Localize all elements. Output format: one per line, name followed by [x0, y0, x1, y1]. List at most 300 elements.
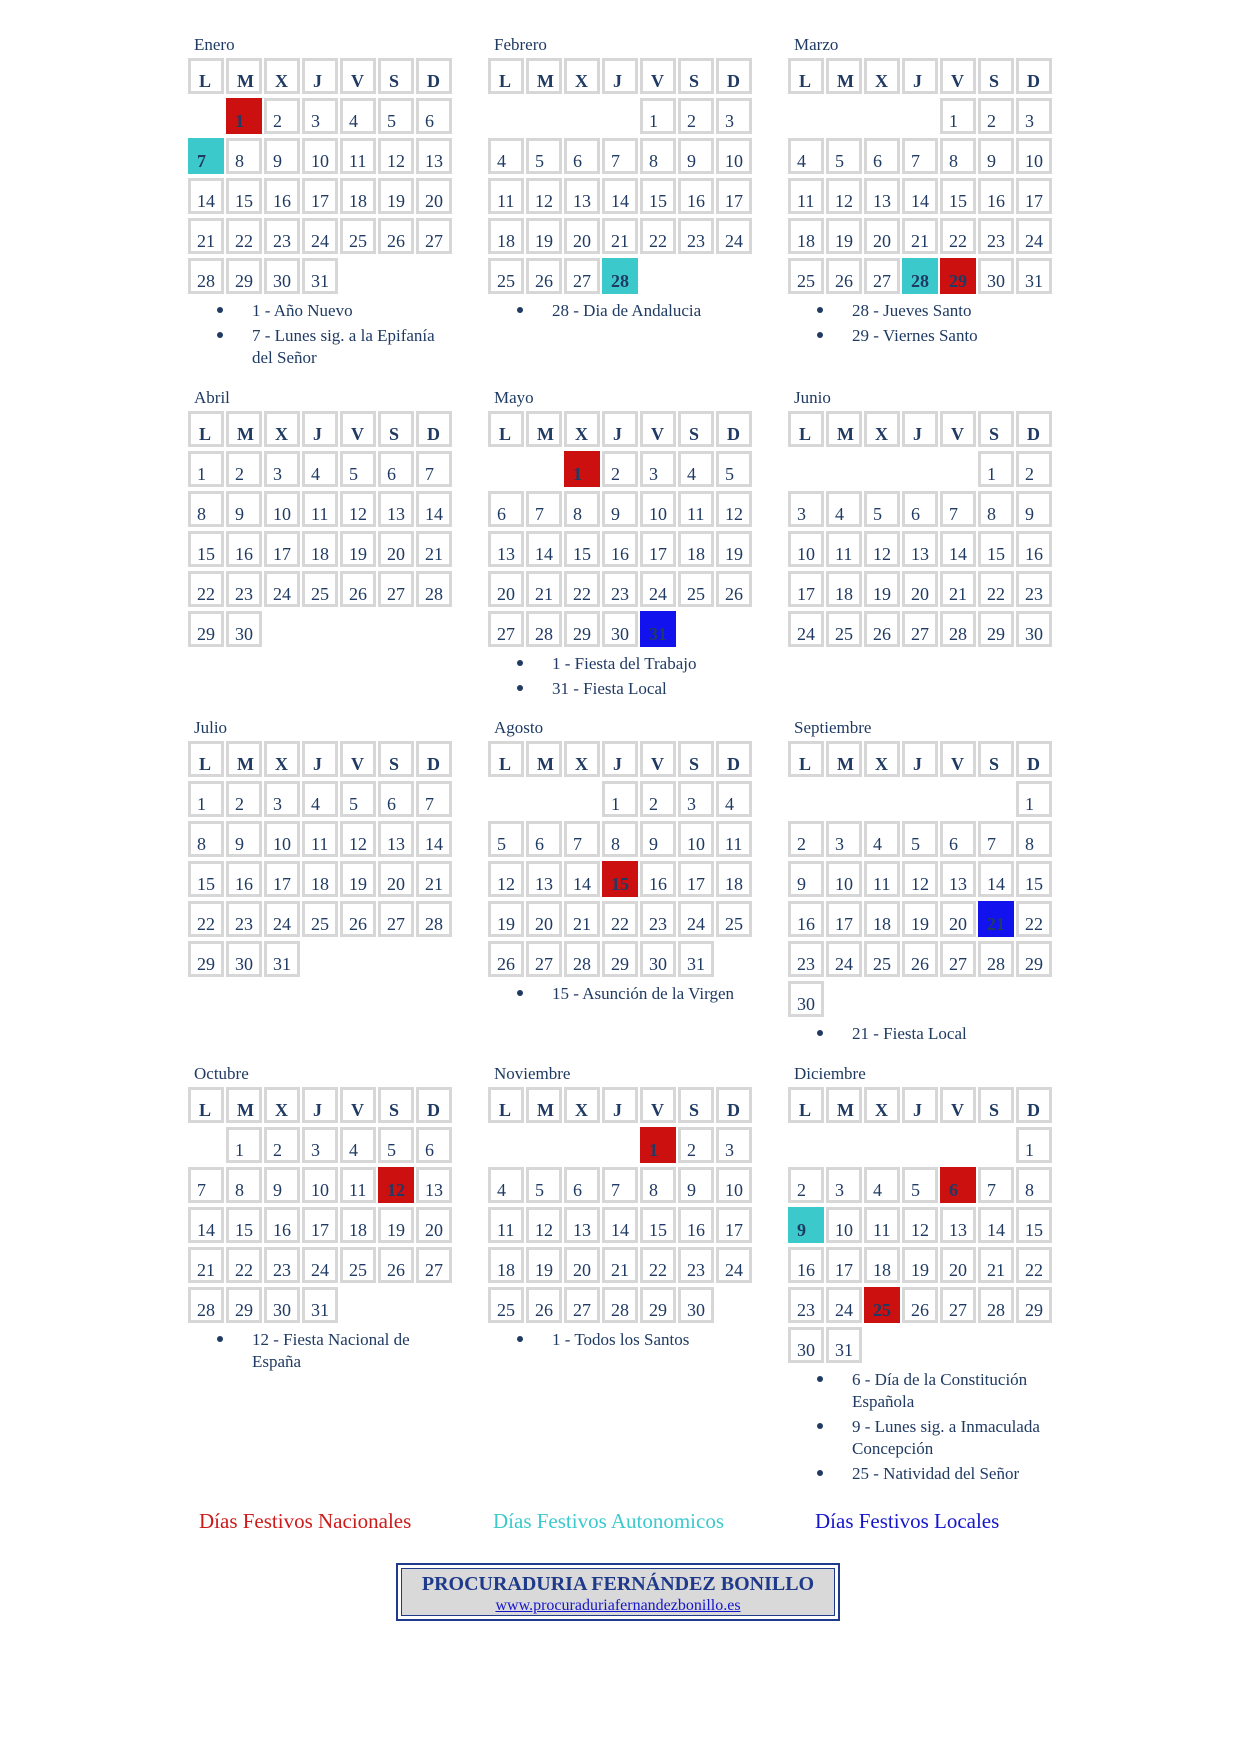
empty-cell — [826, 1127, 862, 1163]
day-cell: 1 — [1016, 1127, 1052, 1163]
weekday-header: M — [226, 411, 262, 447]
day-cell: 13 — [378, 491, 414, 527]
day-cell: 5 — [340, 781, 376, 817]
day-cell: 17 — [1016, 178, 1052, 214]
day-cell: 10 — [678, 821, 714, 857]
day-cell: 5 — [864, 491, 900, 527]
holiday-list — [188, 1329, 452, 1373]
month-grid — [788, 411, 1052, 647]
month-name: Octubre — [194, 1064, 249, 1083]
day-cell: 11 — [864, 861, 900, 897]
day-cell: 22 — [1016, 901, 1052, 937]
day-cell: 4 — [302, 781, 338, 817]
day-cell: 25 — [340, 1247, 376, 1283]
day-cell: 4 — [864, 1167, 900, 1203]
firm-url-link[interactable]: www.procuraduriafernandezbonillo.es — [495, 1597, 741, 1614]
month-name: Mayo — [494, 388, 534, 407]
empty-cell — [564, 98, 600, 134]
day-cell: 2 — [226, 451, 262, 487]
month-enero — [188, 34, 452, 372]
weekday-header: S — [378, 58, 414, 94]
day-cell: 19 — [378, 178, 414, 214]
empty-cell — [188, 98, 224, 134]
day-cell: 27 — [564, 1287, 600, 1323]
day-cell: 7 — [416, 451, 452, 487]
weekday-header: J — [602, 1087, 638, 1123]
day-cell: 1 — [602, 781, 638, 817]
day-cell: 6 — [902, 491, 938, 527]
day-cell: 25 — [678, 571, 714, 607]
day-cell: 2 — [640, 781, 676, 817]
empty-cell — [864, 451, 900, 487]
day-cell: 18 — [864, 1247, 900, 1283]
day-cell: 4 — [716, 781, 752, 817]
day-cell: 10 — [1016, 138, 1052, 174]
day-cell: 8 — [188, 491, 224, 527]
day-cell: 26 — [902, 941, 938, 977]
day-cell: 13 — [378, 821, 414, 857]
day-cell: 6 — [564, 1167, 600, 1203]
day-cell: 2 — [678, 98, 714, 134]
day-cell: 28 — [416, 901, 452, 937]
day-cell: 13 — [940, 1207, 976, 1243]
day-cell: 12 — [526, 178, 562, 214]
day-cell: 26 — [902, 1287, 938, 1323]
day-cell: 6 — [378, 781, 414, 817]
day-cell: 23 — [602, 571, 638, 607]
month-name: Noviembre — [494, 1064, 571, 1083]
day-cell: 10 — [716, 138, 752, 174]
day-cell: 2 — [264, 98, 300, 134]
weekday-header: L — [188, 741, 224, 777]
day-cell: 30 — [264, 1287, 300, 1323]
day-cell: 4 — [864, 821, 900, 857]
day-cell: 23 — [788, 1287, 824, 1323]
day-cell: 3 — [640, 451, 676, 487]
day-cell: 12 — [902, 1207, 938, 1243]
day-cell: 7 — [564, 821, 600, 857]
weekday-header: L — [788, 411, 824, 447]
weekday-header: S — [378, 411, 414, 447]
month-grid — [188, 741, 452, 977]
day-cell: 5 — [902, 821, 938, 857]
day-cell: 25 — [340, 218, 376, 254]
day-cell: 31 — [302, 1287, 338, 1323]
day-cell: 25 — [716, 901, 752, 937]
empty-cell — [940, 451, 976, 487]
day-cell: 27 — [416, 1247, 452, 1283]
day-cell: 19 — [902, 1247, 938, 1283]
day-cell: 26 — [378, 1247, 414, 1283]
empty-cell — [864, 781, 900, 817]
weekday-header: S — [378, 1087, 414, 1123]
day-cell: 25 — [788, 258, 824, 294]
day-cell: 15 — [226, 178, 262, 214]
day-cell: 25 — [488, 258, 524, 294]
day-cell: 15 — [226, 1207, 262, 1243]
day-cell: 15 — [188, 531, 224, 567]
day-cell: 5 — [902, 1167, 938, 1203]
day-cell: 11 — [826, 531, 862, 567]
day-cell: 1 — [978, 451, 1014, 487]
day-cell: 15 — [640, 178, 676, 214]
day-cell: 30 — [678, 1287, 714, 1323]
weekday-header: L — [188, 411, 224, 447]
day-cell: 9 — [264, 1167, 300, 1203]
day-cell: 21 — [526, 571, 562, 607]
day-cell: 19 — [488, 901, 524, 937]
day-cell: 5 — [378, 98, 414, 134]
weekday-header: J — [602, 411, 638, 447]
weekday-header: X — [264, 741, 300, 777]
day-cell: 4 — [826, 491, 862, 527]
weekday-header: X — [264, 58, 300, 94]
empty-cell — [788, 98, 824, 134]
day-cell: 7 — [602, 1167, 638, 1203]
day-cell: 9 — [226, 491, 262, 527]
weekday-header: V — [640, 58, 676, 94]
month-marzo — [788, 34, 1052, 350]
day-cell: 9 — [264, 138, 300, 174]
day-cell: 24 — [302, 1247, 338, 1283]
day-cell: 14 — [978, 1207, 1014, 1243]
month-grid — [788, 741, 1052, 1017]
day-cell: 9 — [678, 1167, 714, 1203]
holiday-item: 15 - Asunción de la Virgen — [488, 983, 752, 1005]
day-cell: 8 — [564, 491, 600, 527]
month-julio — [188, 717, 452, 977]
holiday-item: 1 - Año Nuevo — [188, 300, 452, 322]
weekday-header: M — [526, 1087, 562, 1123]
weekday-header: L — [788, 741, 824, 777]
day-cell: 8 — [188, 821, 224, 857]
day-cell: 25 — [302, 901, 338, 937]
day-cell: 22 — [188, 571, 224, 607]
day-cell: 29 — [978, 611, 1014, 647]
day-cell: 16 — [788, 901, 824, 937]
weekday-header: J — [602, 58, 638, 94]
day-cell: 24 — [640, 571, 676, 607]
day-cell: 22 — [640, 218, 676, 254]
day-cell: 18 — [678, 531, 714, 567]
day-cell: 30 — [640, 941, 676, 977]
day-cell: 24 — [826, 941, 862, 977]
month-grid — [788, 1087, 1052, 1363]
day-cell: 16 — [978, 178, 1014, 214]
day-cell: 12 — [340, 491, 376, 527]
day-cell: 21 — [940, 571, 976, 607]
day-cell: 27 — [488, 611, 524, 647]
day-cell: 8 — [1016, 1167, 1052, 1203]
day-cell: 2 — [978, 98, 1014, 134]
day-cell: 28 — [526, 611, 562, 647]
day-cell: 23 — [788, 941, 824, 977]
day-cell: 31 — [678, 941, 714, 977]
day-cell: 15 — [978, 531, 1014, 567]
day-cell: 24 — [826, 1287, 862, 1323]
day-cell: 19 — [526, 1247, 562, 1283]
day-cell: 12 — [340, 821, 376, 857]
day-cell: 27 — [940, 941, 976, 977]
day-cell: 13 — [488, 531, 524, 567]
firm-name: PROCURADURIA FERNÁNDEZ BONILLO — [421, 1573, 815, 1595]
empty-cell — [788, 1127, 824, 1163]
day-cell: 20 — [378, 861, 414, 897]
day-cell: 20 — [416, 178, 452, 214]
day-cell: 19 — [340, 531, 376, 567]
day-cell: 3 — [678, 781, 714, 817]
holiday-item: 7 - Lunes sig. a la Epifanía del Señor — [188, 325, 452, 369]
weekday-header: M — [826, 58, 862, 94]
day-cell: 13 — [416, 1167, 452, 1203]
holiday-list — [488, 300, 752, 322]
day-cell: 17 — [716, 178, 752, 214]
day-cell: 20 — [416, 1207, 452, 1243]
weekday-header: V — [940, 411, 976, 447]
day-cell: 11 — [302, 491, 338, 527]
day-cell: 11 — [488, 1207, 524, 1243]
day-cell: 1 — [188, 781, 224, 817]
day-cell: 12 — [826, 178, 862, 214]
day-cell: 29 — [602, 941, 638, 977]
day-cell: 14 — [978, 861, 1014, 897]
day-cell: 8 — [1016, 821, 1052, 857]
day-cell: 22 — [188, 901, 224, 937]
day-cell: 26 — [526, 1287, 562, 1323]
month-octubre — [188, 1063, 452, 1376]
holiday-list — [188, 300, 452, 369]
holiday-item: 1 - Todos los Santos — [488, 1329, 752, 1351]
day-cell: 28 — [602, 1287, 638, 1323]
day-cell: 27 — [902, 611, 938, 647]
weekday-header: V — [640, 411, 676, 447]
day-cell: 26 — [864, 611, 900, 647]
day-cell: 15 — [940, 178, 976, 214]
day-cell: 5 — [526, 1167, 562, 1203]
day-cell: 23 — [678, 218, 714, 254]
weekday-header: V — [940, 741, 976, 777]
empty-cell — [826, 98, 862, 134]
day-cell: 28 — [188, 1287, 224, 1323]
weekday-header: D — [416, 1087, 452, 1123]
day-cell: 21 — [978, 1247, 1014, 1283]
day-cell: 10 — [826, 1207, 862, 1243]
month-grid — [188, 58, 452, 294]
day-cell: 12 — [864, 531, 900, 567]
day-cell: 14 — [416, 491, 452, 527]
holiday-day-cell: 29 — [940, 258, 976, 294]
day-cell: 11 — [678, 491, 714, 527]
day-cell: 23 — [264, 1247, 300, 1283]
weekday-header: L — [488, 58, 524, 94]
month-grid — [788, 58, 1052, 294]
day-cell: 4 — [340, 98, 376, 134]
day-cell: 18 — [340, 1207, 376, 1243]
day-cell: 5 — [378, 1127, 414, 1163]
holiday-day-cell: 25 — [864, 1287, 900, 1323]
day-cell: 4 — [788, 138, 824, 174]
month-name: Marzo — [794, 35, 839, 54]
weekday-header: X — [864, 411, 900, 447]
day-cell: 16 — [602, 531, 638, 567]
firm-box — [396, 1563, 840, 1621]
day-cell: 27 — [416, 218, 452, 254]
day-cell: 22 — [226, 1247, 262, 1283]
day-cell: 17 — [826, 1247, 862, 1283]
day-cell: 13 — [564, 1207, 600, 1243]
weekday-header: M — [826, 1087, 862, 1123]
holiday-item: 12 - Fiesta Nacional de España — [188, 1329, 452, 1373]
day-cell: 25 — [864, 941, 900, 977]
day-cell: 8 — [940, 138, 976, 174]
day-cell: 18 — [826, 571, 862, 607]
holiday-item: 28 - Dia de Andalucia — [488, 300, 752, 322]
month-name: Febrero — [494, 35, 547, 54]
holiday-item: 29 - Viernes Santo — [788, 325, 1052, 347]
holiday-day-cell: 7 — [188, 138, 224, 174]
weekday-header: J — [902, 1087, 938, 1123]
weekday-header: X — [264, 411, 300, 447]
day-cell: 24 — [1016, 218, 1052, 254]
day-cell: 16 — [264, 1207, 300, 1243]
day-cell: 2 — [788, 1167, 824, 1203]
day-cell: 16 — [226, 861, 262, 897]
day-cell: 14 — [188, 178, 224, 214]
day-cell: 24 — [264, 901, 300, 937]
empty-cell — [188, 1127, 224, 1163]
weekday-header: X — [864, 1087, 900, 1123]
day-cell: 26 — [488, 941, 524, 977]
weekday-header: D — [1016, 58, 1052, 94]
day-cell: 30 — [788, 1327, 824, 1363]
day-cell: 8 — [602, 821, 638, 857]
day-cell: 6 — [940, 821, 976, 857]
weekday-header: V — [340, 411, 376, 447]
weekday-header: D — [1016, 411, 1052, 447]
day-cell: 21 — [188, 218, 224, 254]
day-cell: 22 — [1016, 1247, 1052, 1283]
day-cell: 7 — [188, 1167, 224, 1203]
day-cell: 20 — [940, 1247, 976, 1283]
weekday-header: D — [416, 58, 452, 94]
day-cell: 20 — [488, 571, 524, 607]
month-name: Agosto — [494, 718, 544, 737]
weekday-header: D — [716, 58, 752, 94]
weekday-header: J — [302, 58, 338, 94]
legend-regional-holidays: Días Festivos Autonomicos — [493, 1509, 725, 1533]
weekday-header: S — [378, 741, 414, 777]
day-cell: 1 — [188, 451, 224, 487]
day-cell: 18 — [864, 901, 900, 937]
day-cell: 29 — [1016, 941, 1052, 977]
day-cell: 2 — [678, 1127, 714, 1163]
day-cell: 11 — [340, 1167, 376, 1203]
day-cell: 10 — [716, 1167, 752, 1203]
day-cell: 9 — [678, 138, 714, 174]
day-cell: 21 — [416, 531, 452, 567]
empty-cell — [564, 1127, 600, 1163]
day-cell: 30 — [226, 611, 262, 647]
day-cell: 10 — [264, 491, 300, 527]
day-cell: 1 — [940, 98, 976, 134]
day-cell: 21 — [416, 861, 452, 897]
month-name: Abril — [194, 388, 230, 407]
day-cell: 30 — [602, 611, 638, 647]
weekday-header: L — [488, 741, 524, 777]
holiday-day-cell: 31 — [640, 611, 676, 647]
weekday-header: M — [826, 411, 862, 447]
day-cell: 9 — [1016, 491, 1052, 527]
day-cell: 31 — [302, 258, 338, 294]
day-cell: 16 — [678, 1207, 714, 1243]
day-cell: 23 — [678, 1247, 714, 1283]
day-cell: 8 — [978, 491, 1014, 527]
month-name: Junio — [794, 388, 831, 407]
day-cell: 3 — [1016, 98, 1052, 134]
day-cell: 12 — [526, 1207, 562, 1243]
weekday-header: L — [488, 1087, 524, 1123]
day-cell: 17 — [640, 531, 676, 567]
day-cell: 3 — [264, 781, 300, 817]
holiday-day-cell: 1 — [564, 451, 600, 487]
weekday-header: V — [640, 1087, 676, 1123]
day-cell: 6 — [378, 451, 414, 487]
day-cell: 27 — [378, 901, 414, 937]
day-cell: 8 — [640, 1167, 676, 1203]
holiday-list — [788, 1023, 1052, 1045]
day-cell: 7 — [602, 138, 638, 174]
empty-cell — [488, 781, 524, 817]
day-cell: 8 — [226, 138, 262, 174]
month-name: Septiembre — [794, 718, 872, 737]
day-cell: 11 — [340, 138, 376, 174]
day-cell: 3 — [302, 1127, 338, 1163]
day-cell: 9 — [602, 491, 638, 527]
day-cell: 12 — [378, 138, 414, 174]
day-cell: 16 — [264, 178, 300, 214]
weekday-header: V — [940, 1087, 976, 1123]
day-cell: 4 — [678, 451, 714, 487]
empty-cell — [940, 1127, 976, 1163]
day-cell: 3 — [826, 821, 862, 857]
empty-cell — [978, 1127, 1014, 1163]
day-cell: 17 — [788, 571, 824, 607]
day-cell: 2 — [226, 781, 262, 817]
day-cell: 5 — [716, 451, 752, 487]
day-cell: 4 — [302, 451, 338, 487]
weekday-header: J — [302, 741, 338, 777]
day-cell: 2 — [1016, 451, 1052, 487]
day-cell: 30 — [1016, 611, 1052, 647]
weekday-header: L — [188, 58, 224, 94]
holiday-day-cell: 12 — [378, 1167, 414, 1203]
weekday-header: L — [788, 1087, 824, 1123]
day-cell: 28 — [564, 941, 600, 977]
empty-cell — [564, 781, 600, 817]
day-cell: 23 — [226, 901, 262, 937]
day-cell: 18 — [340, 178, 376, 214]
day-cell: 31 — [264, 941, 300, 977]
day-cell: 11 — [864, 1207, 900, 1243]
day-cell: 18 — [716, 861, 752, 897]
day-cell: 3 — [264, 451, 300, 487]
day-cell: 29 — [1016, 1287, 1052, 1323]
day-cell: 29 — [640, 1287, 676, 1323]
month-junio — [788, 387, 1052, 647]
day-cell: 6 — [488, 491, 524, 527]
empty-cell — [902, 98, 938, 134]
day-cell: 11 — [488, 178, 524, 214]
